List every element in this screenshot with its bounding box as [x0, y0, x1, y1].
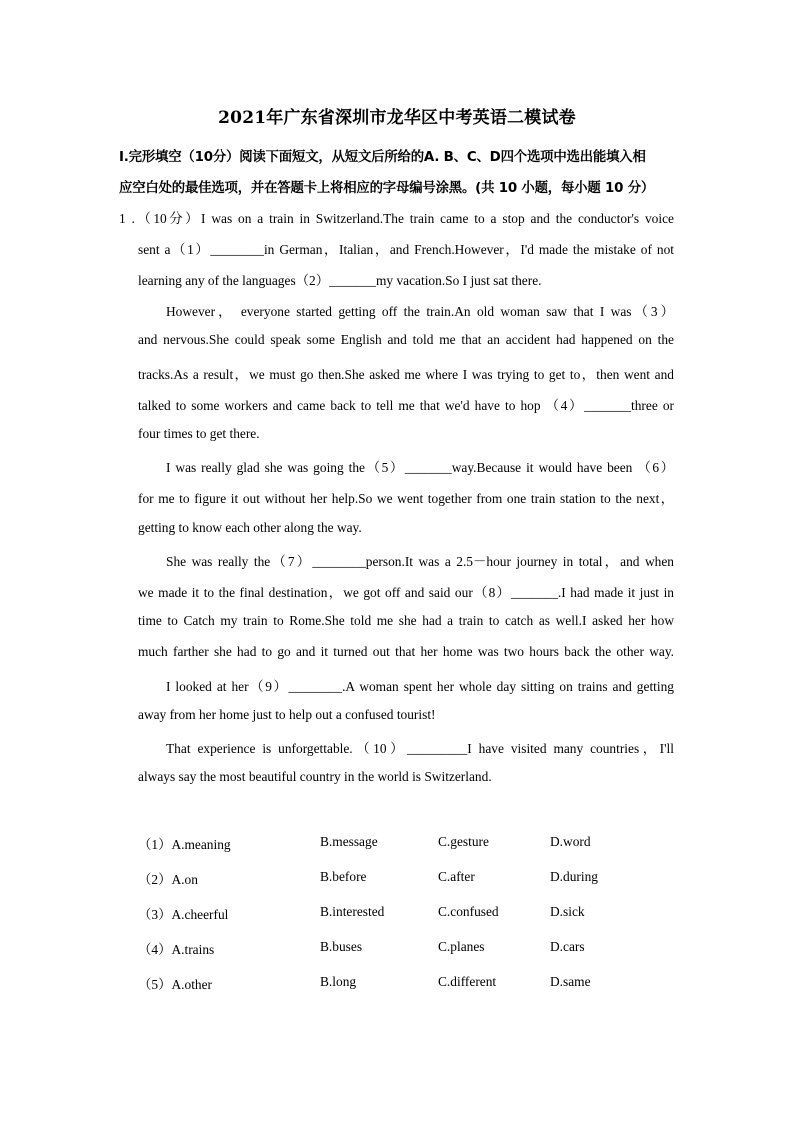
option-d: D.same [550, 974, 591, 989]
passage-line: always say the most beautiful country in the world is Switzerland. [138, 769, 492, 784]
passage-line: for me to figure it out without her help.So we went together from one train station to the next， [138, 491, 674, 506]
option-b: B.before [320, 869, 367, 884]
option-a: （1）A.meaning [138, 837, 231, 852]
passage-line: She was really the（7）________person.It was a 2.5－hour journey in total，and when [166, 554, 674, 569]
instruction-line: 应空白处的最佳选项，并在答题卡上将相应的字母编号涂黑。(共 10 小题，每小题 10 分） [119, 181, 655, 196]
passage-line: I was really glad she was going the（5）_______way.Because it would have been （6） [166, 460, 674, 475]
passage-line: tracks.As a result，we must go then.She asked me where I was trying to get to，then went and [138, 367, 674, 382]
passage-line: I looked at her（9）________.A woman spent her whole day sitting on trains and getting [166, 679, 674, 694]
instruction-line: I.完形填空（10分）阅读下面短文，从短文后所给的A. B、C、D四个选项中选出能填入相 [119, 150, 646, 165]
option-c: C.planes [438, 939, 485, 954]
option-b: B.long [320, 974, 357, 989]
passage-line: However， everyone started getting off the train.An old woman saw that I was（3） [166, 304, 674, 319]
page-title: 2021年广东省深圳市龙华区中考英语二模试卷 [218, 108, 576, 128]
option-c: C.confused [438, 904, 499, 919]
passage-line: 1 .（10分）I was on a train in Switzerland.The train came to a stop and the conductor's voice [119, 211, 674, 226]
passage-line: away from her home just to help out a confused tourist! [138, 707, 436, 722]
passage-line: we made it to the final destination，we got off and said our（8）_______.I had made it just in [138, 585, 674, 600]
option-b: B.buses [320, 939, 363, 954]
passage-line: learning any of the languages（2）_______my vacation.So I just sat there. [138, 273, 542, 288]
passage-line: four times to get there. [138, 426, 260, 441]
option-a: （2）A.on [138, 872, 198, 887]
passage-line: time to Catch my train to Rome.She told me she had a train to catch as well.I asked her how [138, 613, 674, 628]
option-c: C.after [438, 869, 475, 884]
option-d: D.during [550, 869, 598, 884]
passage-line: talked to some workers and came back to tell me that we'd have to hop （4）_______three or [138, 398, 674, 413]
option-b: B.interested [320, 904, 385, 919]
option-a: （5）A.other [138, 977, 213, 992]
passage-line: That experience is unforgettable.（10）_________I have visited many countries，I'll [166, 741, 674, 756]
option-c: C.gesture [438, 834, 489, 849]
option-c: C.different [438, 974, 497, 989]
option-d: D.sick [550, 904, 585, 919]
passage-line: and nervous.She could speak some English and told me that an accident had happened on the [138, 332, 674, 347]
passage-line: much farther she had to go and it turned out that her home was two hours back the other way. [138, 644, 674, 659]
option-b: B.message [320, 834, 378, 849]
passage-line: sent a（1）________in German，Italian，and French.However，I'd made the mistake of not [138, 242, 674, 257]
option-d: D.cars [550, 939, 585, 954]
option-a: （4）A.trains [138, 942, 215, 957]
option-a: （3）A.cheerful [138, 907, 229, 922]
option-d: D.word [550, 834, 591, 849]
passage-line: getting to know each other along the way. [138, 520, 362, 535]
